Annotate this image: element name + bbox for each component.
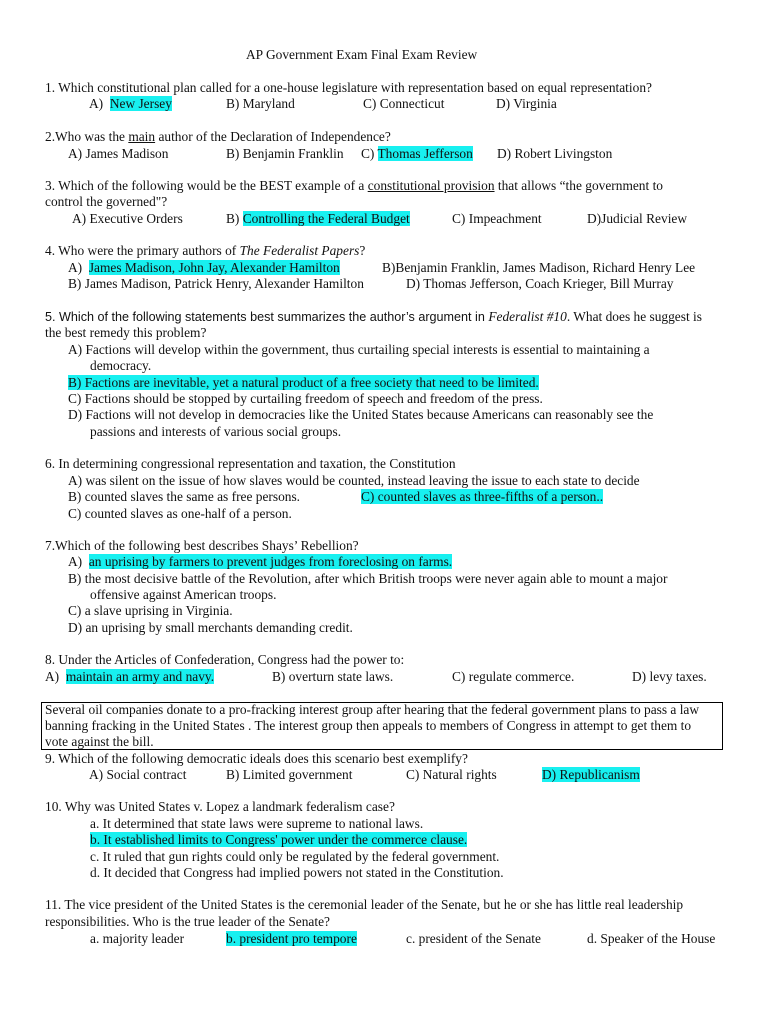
q9-option-c: C) Natural rights	[406, 767, 497, 782]
q1-option-a: A) New Jersey	[89, 96, 172, 111]
q2-option-c: C) Thomas Jefferson	[361, 146, 473, 161]
q5-option-b	[68, 375, 539, 391]
scenario-line-2: banning fracking in the United States . The interest group then appeals to members of Congress in attempt to get them to	[45, 718, 692, 733]
q1-option-d: D) Virginia	[496, 96, 557, 111]
q5-stem: 5. Which of the following statements best summarizes the author’s argument in Federalist #10. What does he suggest is	[45, 309, 702, 324]
q10-option-d: d. It decided that Congress had implied powers not stated in the Constitution.	[90, 865, 504, 880]
q11-answer-highlight: b. president pro tempore	[226, 931, 357, 946]
q10-option-a: a. It determined that state laws were supreme to national laws.	[90, 816, 424, 831]
q11-option-a: a. majority leader	[90, 931, 185, 946]
q4-stem: 4. Who were the primary authors of The Federalist Papers?	[45, 243, 366, 258]
q2-option-a: A) James Madison	[68, 146, 169, 161]
q5-option-d-cont: passions and interests of various social groups.	[90, 424, 342, 439]
q2-stem: 2.Who was the main author of the Declaration of Independence?	[45, 129, 391, 144]
q8-stem: 8. Under the Articles of Confederation, Congress had the power to:	[45, 652, 405, 667]
q9-option-a: A) Social contract	[89, 767, 187, 782]
q10-answer-highlight: b. It established limits to Congress' power under the commerce clause.	[90, 832, 468, 847]
q3-stem: 3. Which of the following would be the BEST example of a constitutional provision that allows “the government to	[45, 178, 663, 193]
q2-option-d: D) Robert Livingston	[497, 146, 613, 161]
q7-option-a: A) an uprising by farmers to prevent judges from foreclosing on farms.	[68, 554, 453, 569]
q3-option-d: D)Judicial Review	[587, 211, 688, 226]
q5-option-a-cont: democracy.	[90, 358, 152, 373]
q2-option-b: B) Benjamin Franklin	[226, 146, 344, 161]
q3-option-c: C) Impeachment	[452, 211, 542, 226]
q4-option-c: B) James Madison, Patrick Henry, Alexander Hamilton	[68, 276, 364, 291]
q1-stem: 1. Which constitutional plan called for a one-house legislature with representation based on equal representation?	[45, 80, 652, 95]
q6-option-a: A) was silent on the issue of how slaves would be counted, instead leaving the issue to each state to decide	[68, 473, 640, 488]
q6-option-b: B) counted slaves the same as free persons.	[68, 489, 301, 504]
q10-stem: 10. Why was United States v. Lopez a landmark federalism case?	[45, 799, 395, 814]
q5-answer-highlight: B) Factions are inevitable, yet a natural product of a free society that need to be limited.	[68, 375, 539, 390]
q8-option-b: B) overturn state laws.	[272, 669, 394, 684]
q4-option-d: D) Thomas Jefferson, Coach Krieger, Bill Murray	[406, 276, 674, 291]
q4-option-b: B)Benjamin Franklin, James Madison, Richard Henry Lee	[382, 260, 696, 275]
q5-option-c: C) Factions should be stopped by curtailing freedom of speech and freedom of the press.	[68, 391, 543, 406]
q4-option-a: A) James Madison, John Jay, Alexander Hamilton	[68, 260, 340, 275]
q6-answer-highlight: C) counted slaves as three-fifths of a person..	[361, 489, 604, 504]
q9-option-d	[542, 767, 640, 783]
q11-option-d: d. Speaker of the House	[587, 931, 716, 946]
scenario-line-1: Several oil companies donate to a pro-fracking interest group after hearing that the federal government plans to pass a law	[45, 702, 700, 717]
q6-option-c	[361, 489, 603, 505]
q9-option-b: B) Limited government	[226, 767, 353, 782]
q3-answer-highlight: Controlling the Federal Budget	[242, 211, 410, 226]
page-title: AP Government Exam Final Exam Review	[246, 47, 478, 62]
q3-option-b: B) Controlling the Federal Budget	[226, 211, 410, 226]
q6-option-d: C) counted slaves as one-half of a person.	[68, 506, 292, 521]
q2-answer-highlight: Thomas Jefferson	[377, 146, 473, 161]
q10-option-c: c. It ruled that gun rights could only be regulated by the federal government.	[90, 849, 500, 864]
q3-stem-cont: control the governed"?	[45, 194, 168, 209]
q1-option-c: C) Connecticut	[363, 96, 445, 111]
q7-stem: 7.Which of the following best describes Shays’ Rebellion?	[45, 538, 359, 553]
q7-option-c: C) a slave uprising in Virginia.	[68, 603, 233, 618]
q6-stem: 6. In determining congressional representation and taxation, the Constitution	[45, 456, 456, 471]
q11-stem-cont: responsibilities. Who is the true leader of the Senate?	[45, 914, 330, 929]
q7-option-d: D) an uprising by small merchants demanding credit.	[68, 620, 353, 635]
q3-option-a: A) Executive Orders	[72, 211, 183, 226]
q4-answer-highlight: James Madison, John Jay, Alexander Hamilton	[88, 260, 340, 275]
q8-option-a: A) maintain an army and navy.	[45, 669, 215, 684]
q7-answer-highlight: an uprising by farmers to prevent judges from foreclosing on farms.	[88, 554, 453, 569]
q10-option-b	[90, 832, 467, 848]
q7-option-b: B) the most decisive battle of the Revolution, after which British troops were never again able to mount a major	[68, 571, 668, 586]
q1-option-b: B) Maryland	[226, 96, 295, 111]
q5-option-d: D) Factions will not develop in democracies like the United States because Americans can reasonably see the	[68, 407, 654, 422]
q11-option-c: c. president of the Senate	[406, 931, 541, 946]
q8-option-d: D) levy taxes.	[632, 669, 707, 684]
q9-answer-highlight: D) Republicanism	[542, 767, 640, 782]
q7-option-b-cont: offensive against American troops.	[90, 587, 277, 602]
q5-stem-cont: the best remedy this problem?	[45, 325, 207, 340]
scenario-line-3: vote against the bill.	[45, 734, 154, 749]
q11-option-b	[226, 931, 357, 947]
q9-stem: 9. Which of the following democratic ideals does this scenario best exemplify?	[45, 751, 468, 766]
q1-answer-highlight: New Jersey	[109, 96, 172, 111]
q8-answer-highlight: maintain an army and navy.	[65, 669, 215, 684]
q11-stem: 11. The vice president of the United States is the ceremonial leader of the Senate, but he or she has little real leadership	[45, 897, 684, 912]
q8-option-c: C) regulate commerce.	[452, 669, 575, 684]
q5-option-a: A) Factions will develop within the government, thus curtailing special interests is essential to maintaining a	[68, 342, 650, 357]
